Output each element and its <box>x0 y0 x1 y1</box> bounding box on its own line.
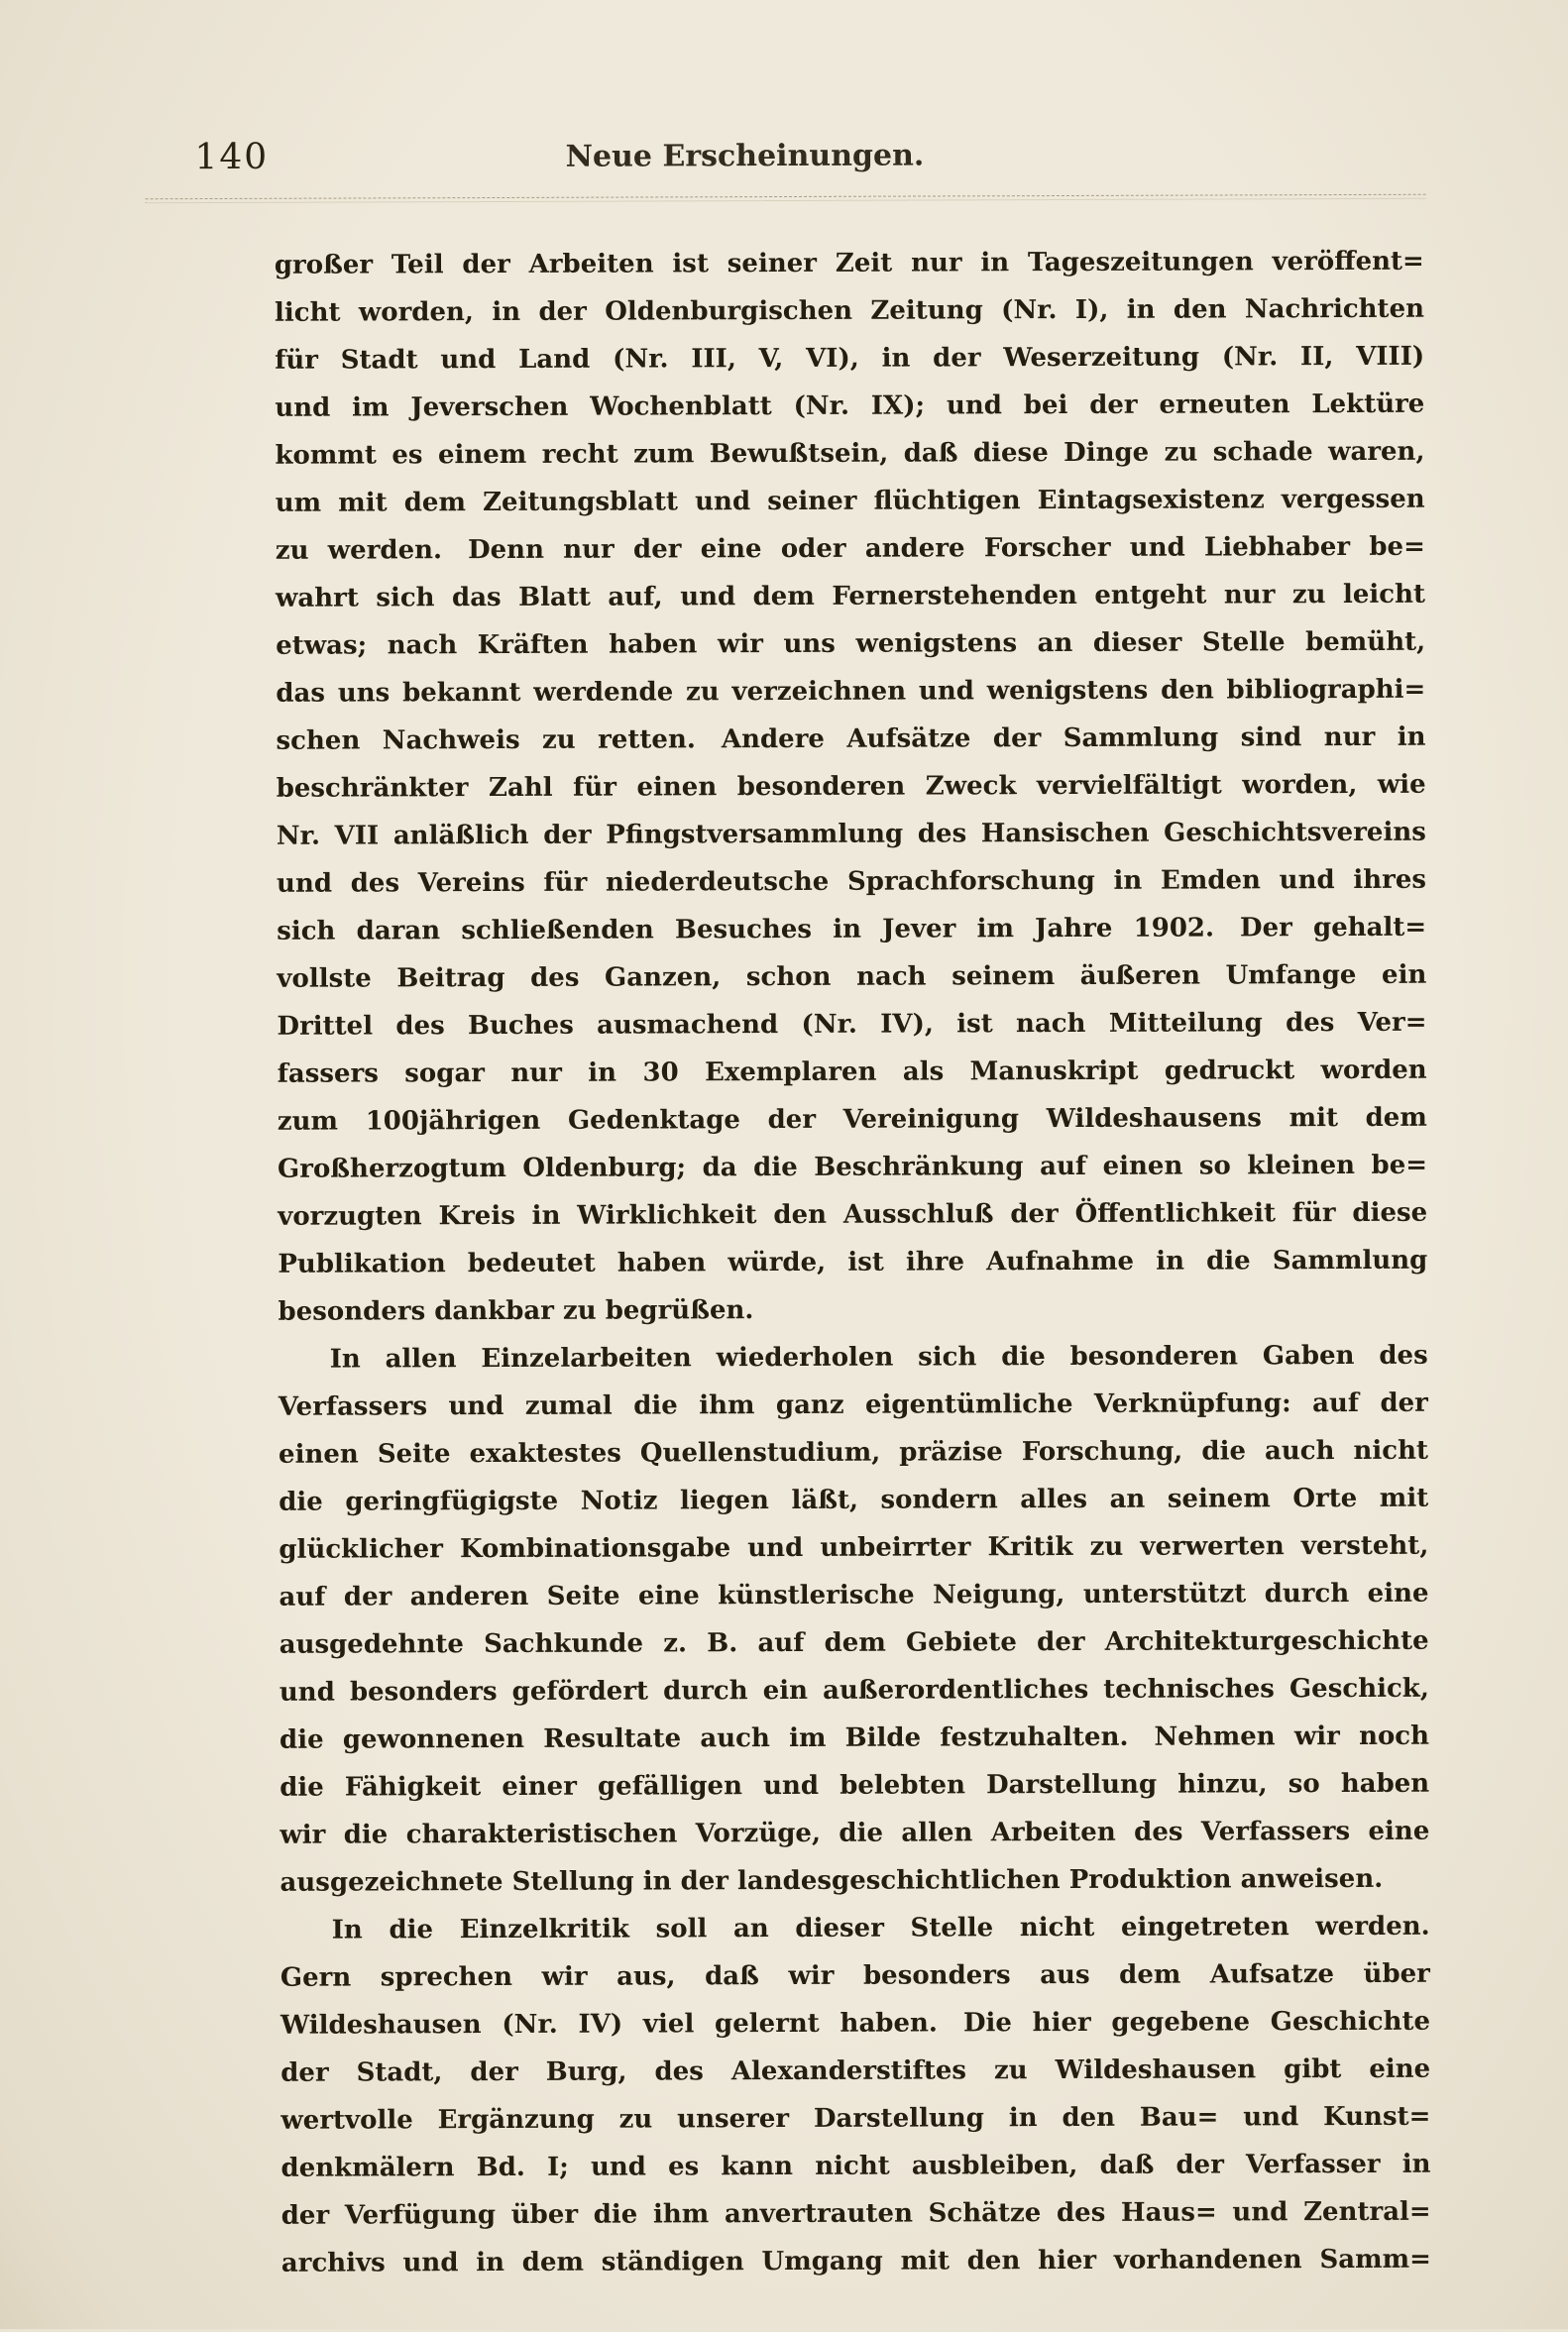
text-line: zum 100jährigen Gedenktage der Vereinigung Wildeshausens mit dem <box>277 1102 1427 1137</box>
text-line: ausgedehnte Sachkunde z. B. auf dem Gebiete der Architekturgeschichte <box>279 1625 1429 1660</box>
text-line: Verfassers und zumal die ihm ganz eigentümliche Verknüpfung: auf der <box>278 1388 1428 1422</box>
text-line: die Fähigkeit einer gefälligen und belebten Darstellung hinzu, so haben <box>280 1768 1430 1803</box>
text-line: Wildeshausen (Nr. IV) viel gelernt haben. Die hier gegebene Geschichte <box>280 2006 1431 2041</box>
text-line: sich daran schließenden Besuches in Jever im Jahre 1902. Der gehalt= <box>277 912 1427 946</box>
running-header-title: Neue Erscheinungen. <box>565 138 925 174</box>
text-line: kommt es einem recht zum Bewußtsein, daß diese Dinge zu schade waren, <box>275 436 1425 471</box>
text-line: und besonders gefördert durch ein außerordentliches technisches Geschick, <box>279 1673 1429 1708</box>
text-line: fassers sogar nur in 30 Exemplaren als Manuskript gedruckt worden <box>277 1055 1427 1089</box>
text-line: licht worden, in der Oldenburgischen Zeitung (Nr. I), in den Nachrichten <box>274 293 1425 328</box>
paragraph <box>280 1903 1431 2287</box>
page-header <box>194 129 1413 184</box>
text-line: denkmälern Bd. I; und es kann nicht ausbleiben, daß der Verfasser in <box>280 2149 1431 2183</box>
text-line: das uns bekannt werdende zu verzeichnen und wenigstens den bibliographi= <box>276 674 1426 709</box>
paragraph <box>275 238 1428 1336</box>
text-line: einen Seite exaktestes Quellenstudium, präzise Forschung, die auch nicht <box>278 1435 1429 1470</box>
text-line: archivs und in dem ständigen Umgang mit den hier vorhandenen Samm= <box>280 2244 1431 2278</box>
text-line: auf der anderen Seite eine künstlerische Neigung, unterstützt durch eine <box>279 1578 1429 1612</box>
page-number: 140 <box>194 136 270 178</box>
text-line: die gewonnenen Resultate auch im Bilde festzuhalten. Nehmen wir noch <box>279 1721 1430 1755</box>
text-line: wahrt sich das Blatt auf, und dem Fernerstehenden entgeht nur zu leicht <box>275 579 1426 613</box>
paragraph <box>279 1332 1430 1907</box>
text-line: für Stadt und Land (Nr. III, V, VI), in der Weserzeitung (Nr. II, VIII) <box>275 341 1425 376</box>
text-line: und im Jeverschen Wochenblatt (Nr. IX); und bei der erneuten Lektüre <box>275 389 1425 423</box>
text-line: Großherzogtum Oldenburg; da die Beschränkung auf einen so kleinen be= <box>277 1150 1428 1184</box>
text-line: wertvolle Ergänzung zu unserer Darstellung in den Bau= und Kunst= <box>280 2101 1431 2136</box>
header-rule <box>146 194 1426 204</box>
text-block <box>275 238 1431 2287</box>
text-line: die geringfügigste Notiz liegen läßt, sondern alles an seinem Orte mit <box>279 1483 1429 1517</box>
text-line: vollste Beitrag des Ganzen, schon nach seinem äußeren Umfange ein <box>277 959 1427 994</box>
text-line: der Stadt, der Burg, des Alexanderstiftes zu Wildeshausen gibt eine <box>280 2054 1431 2088</box>
text-line: um mit dem Zeitungsblatt und seiner flüchtigen Eintagsexistenz vergessen <box>275 484 1425 518</box>
text-line: der Verfügung über die ihm anvertrauten Schätze des Haus= und Zentral= <box>280 2196 1431 2231</box>
text-line: wir die charakteristischen Vorzüge, die allen Arbeiten des Verfassers eine <box>280 1816 1430 1850</box>
text-line: Nr. VII anläßlich der Pfingstversammlung des Hansischen Geschichtsvereins <box>276 817 1426 851</box>
text-line: Publikation bedeutet haben würde, ist ihre Aufnahme in die Sammlung <box>278 1245 1428 1279</box>
text-line: vorzugten Kreis in Wirklichkeit den Ausschluß der Öffentlichkeit für diese <box>278 1197 1428 1232</box>
text-line: etwas; nach Kräften haben wir uns wenigstens an dieser Stelle bemüht, <box>276 626 1426 661</box>
text-line: beschränkter Zahl für einen besonderen Zweck vervielfältigt worden, wie <box>276 769 1426 804</box>
text-line: Drittel des Buches ausmachend (Nr. IV), ist nach Mitteilung des Ver= <box>277 1007 1427 1042</box>
text-line: großer Teil der Arbeiten ist seiner Zeit nur in Tageszeitungen veröffent= <box>274 246 1424 280</box>
text-line: ausgezeichnete Stellung in der landesgeschichtlichen Produktion anweisen. <box>280 1863 1384 1898</box>
text-line: In die Einzelkritik soll an dieser Stelle nicht eingetreten werden. <box>331 1911 1430 1945</box>
text-line: zu werden. Denn nur der eine oder andere Forscher und Liebhaber be= <box>275 531 1425 566</box>
text-line: und des Vereins für niederdeutsche Sprachforschung in Emden und ihres <box>276 864 1427 899</box>
text-line: Gern sprechen wir aus, daß wir besonders aus dem Aufsatze über <box>280 1958 1430 1993</box>
text-line: glücklicher Kombinationsgabe und unbeirrter Kritik zu verwerten versteht, <box>279 1530 1429 1565</box>
text-line: schen Nachweis zu retten. Andere Aufsätze der Sammlung sind nur in <box>276 722 1426 756</box>
text-line: besonders dankbar zu begrüßen. <box>278 1295 754 1327</box>
text-line: In allen Einzelarbeiten wiederholen sich die besonderen Gaben des <box>329 1340 1428 1375</box>
